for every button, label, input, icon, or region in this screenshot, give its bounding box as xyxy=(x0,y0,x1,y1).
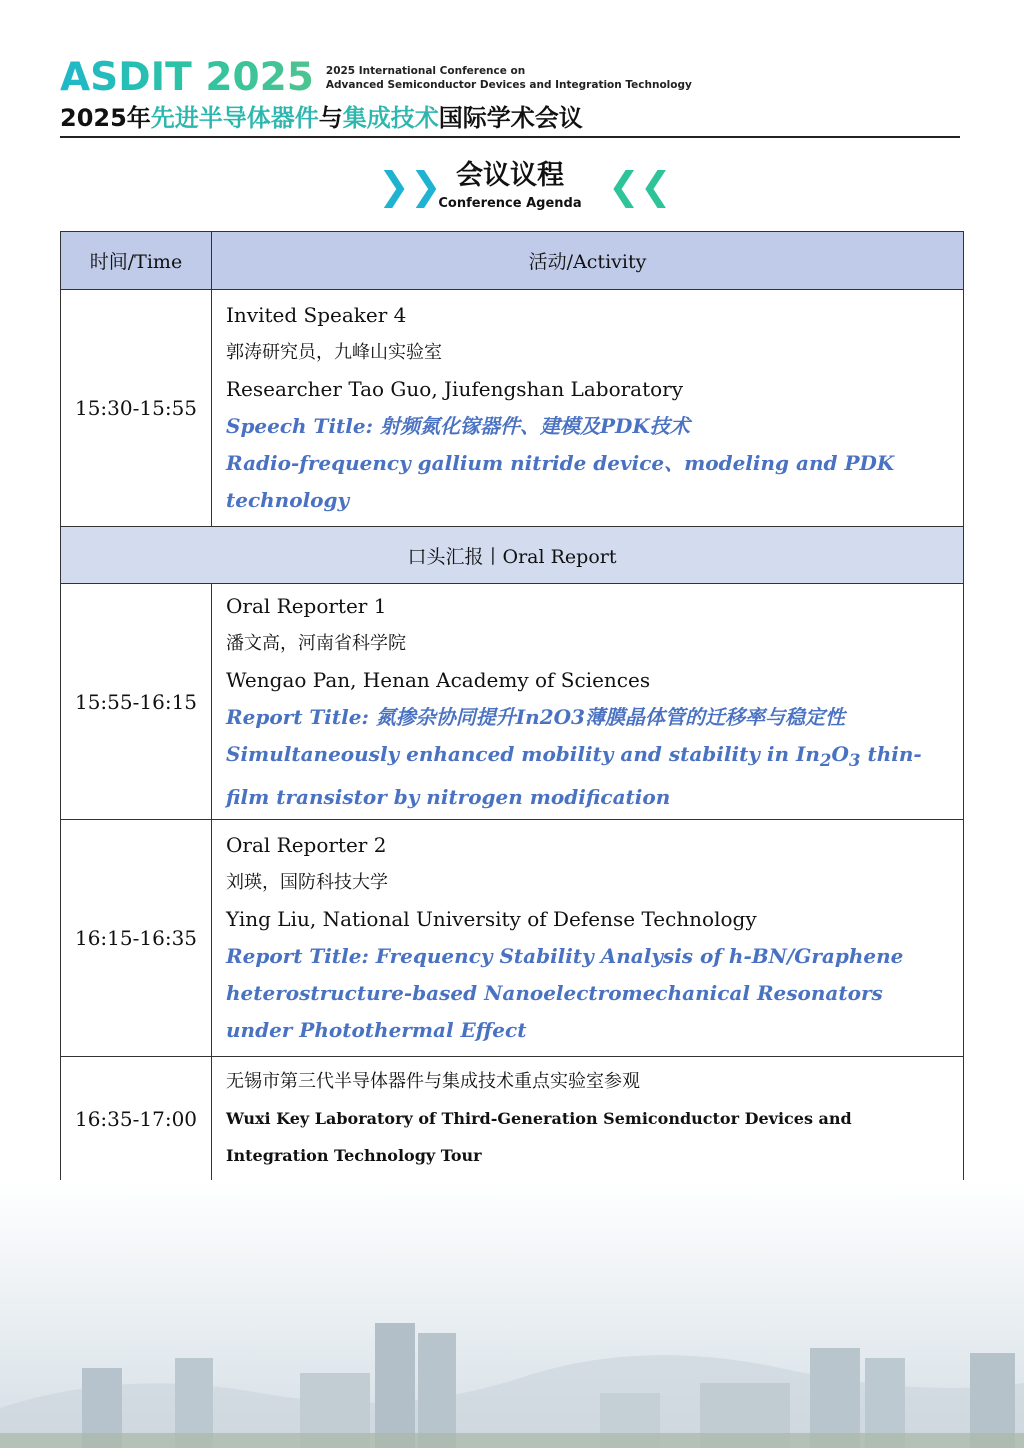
section-oral-report: 口头汇报丨Oral Report xyxy=(61,527,964,584)
report-title-en-part-a: Simultaneously enhanced mobility and stability in In xyxy=(226,741,820,766)
time-cell: 16:35-17:00 xyxy=(61,1057,212,1181)
conference-name-en xyxy=(326,64,692,92)
report-title-en xyxy=(226,736,949,816)
activity-cell xyxy=(212,1057,964,1181)
speaker-name-cn: 刘瑛，国防科技大学 xyxy=(226,872,388,893)
tour-name-en-line2: Integration Technology Tour xyxy=(226,1146,482,1165)
table-row xyxy=(61,290,964,527)
subscript-3: 3 xyxy=(848,749,861,770)
column-header-time: 时间/Time xyxy=(61,232,212,290)
chevron-left-icon: ❮❮ xyxy=(608,164,672,208)
speaker-role: Oral Reporter 1 xyxy=(226,593,387,618)
chevron-right-icon: ❯❯ xyxy=(378,164,442,208)
speaker-name-en: Wengao Pan, Henan Academy of Sciences xyxy=(226,667,651,692)
column-header-activity: 活动/Activity xyxy=(212,232,964,290)
table-header-row xyxy=(61,232,964,290)
speaker-name-en: Ying Liu, National University of Defense Technology xyxy=(226,907,757,931)
speaker-name-cn: 潘文高，河南省科学院 xyxy=(226,632,406,654)
report-title-label: Report Title: 氮掺杂协同提升In2O3薄膜晶体管的迁移率与稳定性 xyxy=(226,704,845,729)
table-row xyxy=(61,584,964,820)
conference-name-en-line2: Advanced Semiconductor Devices and Integration Technology xyxy=(325,79,692,91)
speaker-role: Invited Speaker 4 xyxy=(226,303,407,327)
cn-highlight-1: 先进半导体器件 xyxy=(150,104,319,132)
conference-header xyxy=(60,56,960,134)
speaker-name-en: Researcher Tao Guo, Jiufengshan Laboratory xyxy=(226,377,684,401)
cn-prefix: 2025年 xyxy=(60,104,151,132)
speaker-role: Oral Reporter 2 xyxy=(226,833,387,857)
table-row xyxy=(61,820,964,1057)
time-cell: 16:15-16:35 xyxy=(61,820,212,1057)
time-cell: 15:55-16:15 xyxy=(61,584,212,820)
cn-highlight-2: 集成技术 xyxy=(342,104,439,132)
tour-name-cn: 无锡市第三代半导体器件与集成技术重点实验室参观 xyxy=(226,1071,640,1092)
agenda-title-en: Conference Agenda xyxy=(438,196,582,211)
report-title-en-part-c: thin-film transistor by nitrogen modification xyxy=(226,741,922,809)
agenda-heading xyxy=(360,158,672,214)
skyline-illustration xyxy=(0,1298,1024,1448)
logo-row xyxy=(60,56,960,100)
time-cell: 15:30-15:55 xyxy=(61,290,212,527)
conference-name-en-line1: 2025 International Conference on xyxy=(325,65,526,77)
subscript-2: 2 xyxy=(819,749,832,770)
section-row xyxy=(61,527,964,584)
cn-mid: 与 xyxy=(318,104,343,132)
header-divider xyxy=(60,136,960,138)
report-title-en-part-b: O xyxy=(831,741,849,766)
conference-logo: ASDIT 2025 xyxy=(60,55,314,100)
report-title: Report Title: Frequency Stability Analysis of h-BN/Graphene heterostructure-based Nanoelectromechanical Resonators under Photothermal Effect xyxy=(226,944,904,1042)
agenda-title-cn: 会议议程 xyxy=(456,160,564,191)
speaker-name-cn: 郭涛研究员，九峰山实验室 xyxy=(226,342,442,363)
conference-name-cn xyxy=(60,102,960,134)
tour-name-en-line1: Wuxi Key Laboratory of Third-Generation Semiconductor Devices and xyxy=(226,1109,852,1128)
speech-title-en: Radio-frequency gallium nitride device、modeling and PDK technology xyxy=(226,451,895,512)
activity-cell xyxy=(212,584,964,820)
table-row xyxy=(61,1057,964,1181)
activity-cell xyxy=(212,820,964,1057)
agenda-table xyxy=(60,231,964,1181)
activity-cell xyxy=(212,290,964,527)
speech-title-label: Speech Title: 射频氮化镓器件、建模及PDK技术 xyxy=(226,414,690,438)
city-skyline-background xyxy=(0,1180,1024,1448)
cn-suffix: 国际学术会议 xyxy=(438,104,583,132)
